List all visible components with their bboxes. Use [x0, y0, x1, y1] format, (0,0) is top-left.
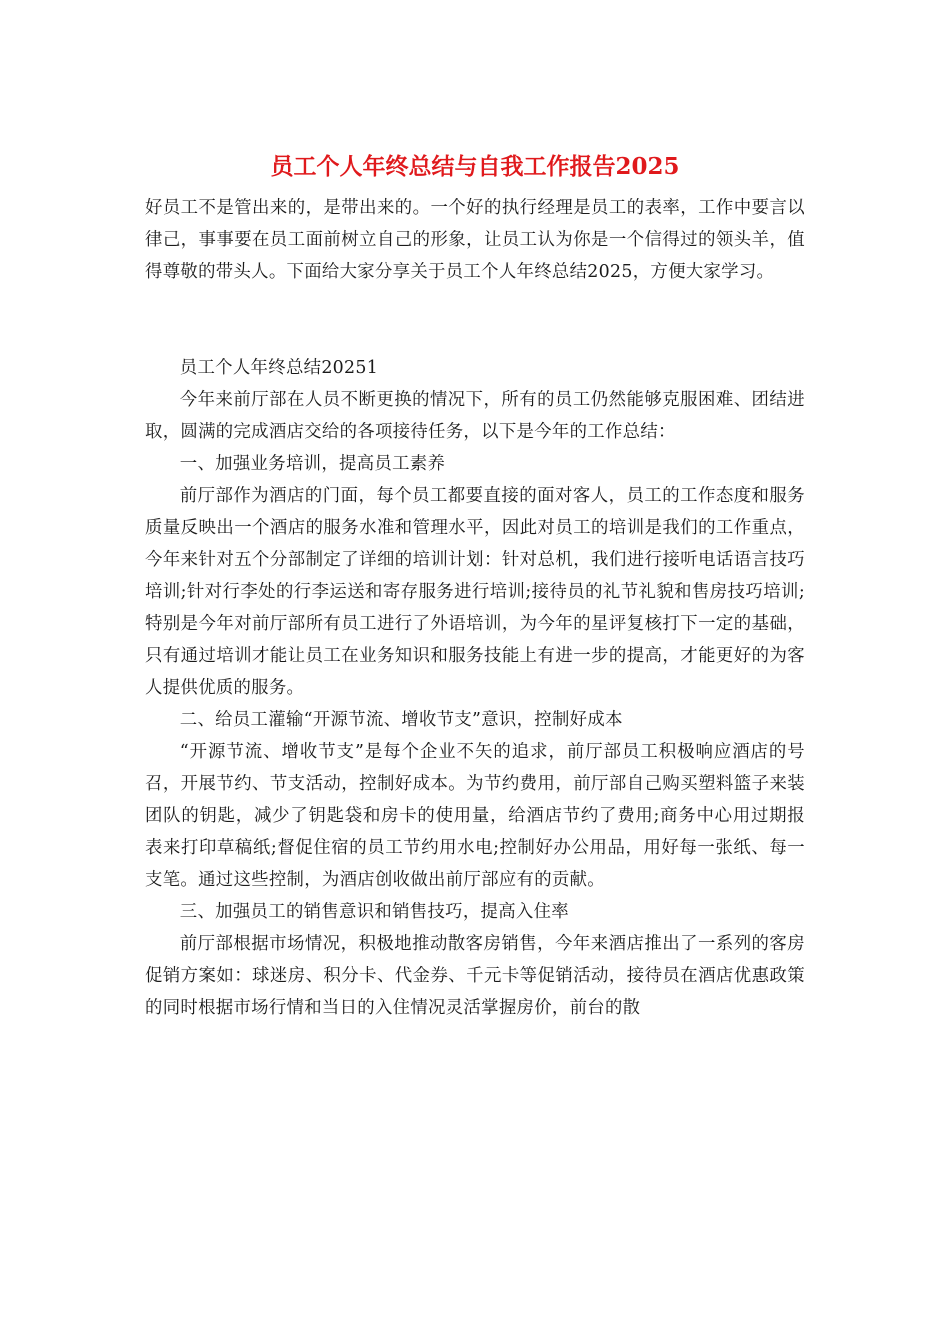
paragraph-business-training: 前厅部作为酒店的门面，每个员工都要直接的面对客人，员工的工作态度和服务质量反映出一个酒店的服务水准和管理水平，因此对员工的培训是我们的工作重点，今年来针对五个分部制定了详细的培训计划：针对总机，我们进行接听电话语言技巧培训;针对行李处的行李运送和寄存服务进行培训;接待员的礼节礼貌和售房技巧培训;特别是今年对前厅部所有员工进行了外语培训，为今年的星评复核打下一定的基础，只有通过培训才能让员工在业务知识和服务技能上有进一步的提高，才能更好的为客人提供优质的服务。 [145, 486, 805, 698]
heading-cost-control: 二、给员工灌输“开源节流、增收节支”意识，控制好成本 [179, 710, 623, 730]
paragraph-spacer [145, 288, 805, 352]
heading-business-training: 一、加强业务培训，提高员工素养 [179, 454, 446, 474]
paragraph-cost-control: “开源节流、增收节支”是每个企业不矢的追求，前厅部员工积极响应酒店的号召，开展节约、节支活动，控制好成本。为节约费用，前厅部自己购买塑料篮子来装团队的钥匙，减少了钥匙袋和房卡的使用量，给酒店节约了费用;商务中心用过期报表来打印草稿纸;督促住宿的员工节约用水电;控制好办公用品，用好每一张纸、每一支笔。通过这些控制，为酒店创收做出前厅部应有的贡献。 [145, 742, 805, 890]
summary-opening-paragraph: 今年来前厅部在人员不断更换的情况下，所有的员工仍然能够克服困难、团结进取，圆满的完成酒店交给的各项接待任务，以下是今年的工作总结： [145, 390, 805, 442]
document-title: 员工个人年终总结与自我工作报告2025 [270, 153, 680, 180]
intro-paragraph: 好员工不是管出来的，是带出来的。一个好的执行经理是员工的表率，工作中要言以律己，事事要在员工面前树立自己的形象，让员工认为你是一个信得过的领头羊，值得尊敬的带头人。下面给大家分享关于员工个人年终总结2025，方便大家学习。 [145, 198, 805, 282]
document-body [145, 192, 805, 1024]
section-heading-summary: 员工个人年终总结20251 [179, 358, 379, 378]
heading-sales-skills: 三、加强员工的销售意识和销售技巧，提高入住率 [179, 902, 569, 922]
paragraph-sales-skills: 前厅部根据市场情况，积极地推动散客房销售，今年来酒店推出了一系列的客房促销方案如：球迷房、积分卡、代金券、千元卡等促销活动，接待员在酒店优惠政策的同时根据市场行情和当日的入住情况灵活掌握房价，前台的散 [145, 934, 805, 1018]
